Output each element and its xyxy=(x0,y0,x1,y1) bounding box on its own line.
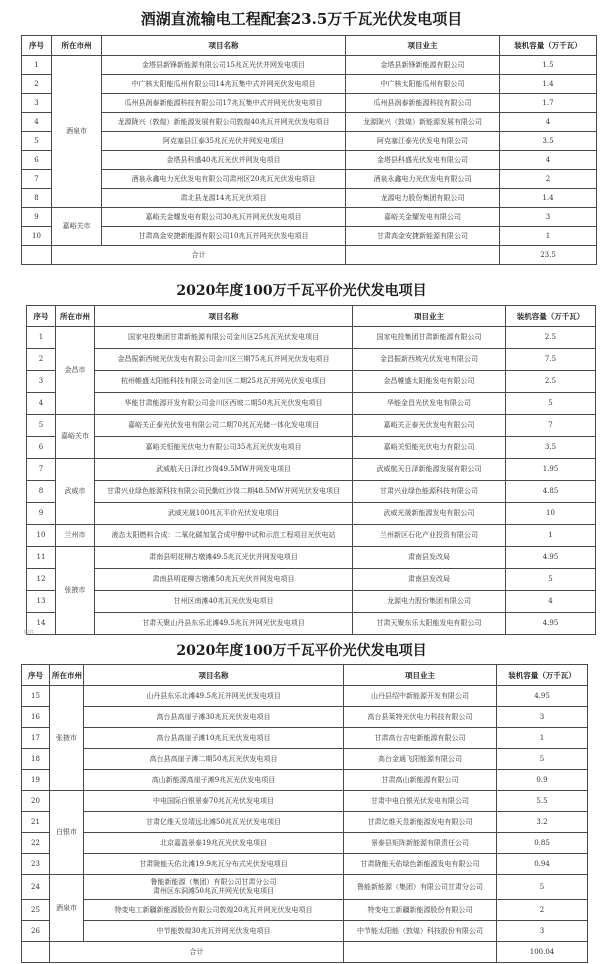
cell-owner: 酒泉永鑫电力光伏发电有限公司 xyxy=(346,170,500,189)
cell-seq: 5 xyxy=(22,132,52,151)
cell-project-name: 嘉峪关正泰光伏发电有限公司二期70兆瓦光储一体化发电项目 xyxy=(95,415,353,437)
table-row xyxy=(27,569,596,591)
header-name: 项目名称 xyxy=(95,306,353,327)
cell-project-name: 嘉峪关恒能光伏电力有限公司35兆瓦光伏发电项目 xyxy=(95,437,353,459)
cell-project-name: 酒泉永鑫电力光伏发电有限公司肃州区20兆瓦光伏发电项目 xyxy=(102,170,346,189)
cell-project-name: 华能甘肃能源开发有限公司金川区西坡二期50兆瓦光伏发电项目 xyxy=(95,393,353,415)
cell-owner: 肃南县发改局 xyxy=(353,547,506,569)
cell-capacity: 4.95 xyxy=(506,547,596,569)
cell-capacity: 1.4 xyxy=(500,189,597,208)
cell-project-name: 中电国际白银景泰70兆瓦光伏发电项目 xyxy=(84,791,344,812)
cell-project-name: 嘉峪关金耀发电有限公司30兆瓦并网光伏发电项目 xyxy=(102,208,346,227)
cell-seq: 1 xyxy=(27,327,56,349)
table-row xyxy=(22,900,588,921)
cell-project-name: 武威光晟100兆瓦平价光伏发电项目 xyxy=(95,503,353,525)
cell-owner: 阿克塞江泰光伏发电有限公司 xyxy=(346,132,500,151)
table-row xyxy=(22,728,588,749)
cell-seq: 2 xyxy=(22,75,52,94)
cell-owner: 金塔县新锋新能源有限公司 xyxy=(346,56,500,75)
cell-capacity: 3 xyxy=(497,707,588,728)
table-row xyxy=(22,94,597,113)
cell-owner: 龙源陇兴（敦煌）新能源发展有限公司 xyxy=(346,113,500,132)
header-city: 所在市州 xyxy=(56,306,95,327)
cell-seq: 9 xyxy=(22,208,52,227)
cell-seq: 7 xyxy=(22,170,52,189)
cell-project-name: 甘肃亿维天昱靖远北滩50兆瓦光伏发电项目 xyxy=(84,812,344,833)
cell-seq: 8 xyxy=(22,189,52,208)
table2-title: 2020年度100万千瓦平价光伏发电项目 xyxy=(176,283,427,299)
cell-capacity: 1.4 xyxy=(500,75,597,94)
cell-project-name: 龙源陇兴（敦煌）新能源发展有限公司敦煌40兆瓦并网光伏发电项目 xyxy=(102,113,346,132)
cell-project-name: 肃南县明花柳古墩滩50兆瓦光伏并网发电项目 xyxy=(95,569,353,591)
cell-capacity: 10 xyxy=(506,503,596,525)
cell-project-name: 甘肃天聚山丹县东乐北滩49.5兆瓦并网光伏发电项目 xyxy=(95,613,353,635)
cell-capacity: 2.5 xyxy=(506,371,596,393)
table-row xyxy=(22,75,597,94)
cell-capacity: 0.9 xyxy=(497,770,588,791)
cell-capacity: 4.95 xyxy=(506,613,596,635)
cell-project-name: 甘州区南滩40兆瓦光伏发电项目 xyxy=(95,591,353,613)
cell-capacity: 4 xyxy=(506,591,596,613)
cell-seq: 3 xyxy=(22,94,52,113)
total-label: 合计 xyxy=(50,942,344,963)
cell-owner: 武威光晟新能源发电有限公司 xyxy=(353,503,506,525)
cell-capacity: 5 xyxy=(497,875,588,900)
header-capacity: 装机容量（万千瓦） xyxy=(506,306,596,327)
cell-capacity: 1 xyxy=(506,525,596,547)
cell-owner: 高台金通飞阳能源有限公司 xyxy=(344,749,497,770)
table-row xyxy=(27,415,596,437)
cell-capacity: 0.94 xyxy=(497,854,588,875)
header-name: 项目名称 xyxy=(84,665,344,686)
cell-city: 兰州市 xyxy=(56,525,95,547)
cell-seq: 6 xyxy=(27,437,56,459)
cell-owner: 龙源电力股份集团有限公司 xyxy=(346,189,500,208)
cell-blank xyxy=(22,942,50,963)
cell-seq: 2 xyxy=(27,349,56,371)
cell-project-name: 甘肃兴业绿色能源科技有限公司民勤红沙岗二期48.5MW并网光伏发电项目 xyxy=(95,481,353,503)
cell-capacity: 3 xyxy=(497,921,588,942)
table-row xyxy=(27,503,596,525)
cell-seq: 11 xyxy=(27,547,56,569)
cell-capacity: 5 xyxy=(506,569,596,591)
table-row xyxy=(22,113,597,132)
table-row xyxy=(27,437,596,459)
cell-project-name: 山丹县东乐北滩49.5兆瓦并网光伏发电项目 xyxy=(84,686,344,707)
cell-seq: 1 xyxy=(22,56,52,75)
cell-capacity: 7.5 xyxy=(506,349,596,371)
table-row xyxy=(27,591,596,613)
cell-owner: 武威航天日泽新能源发展有限公司 xyxy=(353,459,506,481)
table-row xyxy=(22,707,588,728)
cell-capacity: 2 xyxy=(497,900,588,921)
cell-project-name: 国家电投集团甘肃新能源有限公司金川区25兆瓦光伏发电项目 xyxy=(95,327,353,349)
cell-capacity: 1 xyxy=(497,728,588,749)
cell-capacity: 7 xyxy=(506,415,596,437)
cell-seq: 17 xyxy=(22,728,50,749)
cell-capacity: 4 xyxy=(500,151,597,170)
cell-owner: 肃南县发改局 xyxy=(353,569,506,591)
cell-project-name: 甘肃高金安捷新能源有限公司10兆瓦并网光伏发电项目 xyxy=(102,227,346,246)
cell-owner: 特变电工新疆新能源股份有限公司 xyxy=(344,900,497,921)
page-mark: 附件 xyxy=(24,630,35,636)
cell-owner: 高台县莱特光伏电力科技有限公司 xyxy=(344,707,497,728)
cell-seq: 4 xyxy=(22,113,52,132)
cell-project-name: 甘肃陇能天佑北滩19.9兆瓦分布式光伏发电项目 xyxy=(84,854,344,875)
header-city: 所在市州 xyxy=(52,36,102,56)
cell-capacity: 0.85 xyxy=(497,833,588,854)
cell-blank xyxy=(344,942,497,963)
cell-project-name: 阿克塞县江泰35兆瓦光伏并网发电项目 xyxy=(102,132,346,151)
cell-project-name: 金塔县科盛40兆瓦光伏并网发电项目 xyxy=(102,151,346,170)
cell-owner: 金塔县科盛光伏发电有限公司 xyxy=(346,151,500,170)
table-row xyxy=(22,170,597,189)
cell-seq: 16 xyxy=(22,707,50,728)
cell-owner: 甘肃中电白银光伏发电有限公司 xyxy=(344,791,497,812)
table-row xyxy=(22,921,588,942)
table-row xyxy=(22,56,597,75)
cell-capacity: 4.95 xyxy=(497,686,588,707)
cell-owner: 嘉峪关恒能光伏电力有限公司 xyxy=(353,437,506,459)
header-owner: 项目业主 xyxy=(344,665,497,686)
cell-capacity: 1.5 xyxy=(500,56,597,75)
cell-owner: 金昌振新西坡光伏发电有限公司 xyxy=(353,349,506,371)
cell-owner: 甘肃兴业绿色能源科技有限公司 xyxy=(353,481,506,503)
table-row xyxy=(27,481,596,503)
header-owner: 项目业主 xyxy=(346,36,500,56)
cell-project-name: 杭州帷盛太阳能科技有限公司金川区二期25兆瓦并网光伏发电项目 xyxy=(95,371,353,393)
cell-owner: 甘肃高台吉电新能源有限公司 xyxy=(344,728,497,749)
cell-owner: 甘肃亿维天昱新能源发电有限公司 xyxy=(344,812,497,833)
cell-seq: 19 xyxy=(22,770,50,791)
cell-seq: 25 xyxy=(22,900,50,921)
table-row xyxy=(22,132,597,151)
total-row xyxy=(22,942,588,963)
table-row xyxy=(22,749,588,770)
table-row xyxy=(27,547,596,569)
table-row xyxy=(22,833,588,854)
table-row xyxy=(22,686,588,707)
cell-project-name: 肃北县龙源14兆瓦光伏项目 xyxy=(102,189,346,208)
cell-seq: 10 xyxy=(27,525,56,547)
cell-capacity: 1.95 xyxy=(506,459,596,481)
cell-seq: 14 xyxy=(27,613,56,635)
cell-city: 金昌市 xyxy=(56,327,95,415)
cell-capacity: 5 xyxy=(497,749,588,770)
cell-seq: 3 xyxy=(27,371,56,393)
cell-capacity: 5.5 xyxy=(497,791,588,812)
cell-project-name: 中广核太阳能瓜州有限公司14兆瓦集中式并网光伏发电项目 xyxy=(102,75,346,94)
cell-project-name: 金昌振新西坡光伏发电有限公司金川区三期75兆瓦并网光伏发电项目 xyxy=(95,349,353,371)
cell-owner: 瓜州县润泰新能源科技有限公司 xyxy=(346,94,500,113)
table-row xyxy=(27,525,596,547)
table-row xyxy=(22,189,597,208)
cell-blank xyxy=(346,246,500,265)
cell-seq: 4 xyxy=(27,393,56,415)
table-row xyxy=(27,349,596,371)
table3 xyxy=(21,664,588,963)
cell-city: 酒泉市 xyxy=(50,875,84,942)
table-row xyxy=(22,208,597,227)
cell-project-name: 特变电工新疆新能源股份有限公司敦煌20兆瓦并网光伏发电项目 xyxy=(84,900,344,921)
cell-seq: 8 xyxy=(27,481,56,503)
cell-capacity: 5 xyxy=(506,393,596,415)
cell-city: 嘉峪关市 xyxy=(52,208,102,246)
cell-project-name: 金塔县新锋新能源有限公司15兆瓦光伏并网发电项目 xyxy=(102,56,346,75)
header-name: 项目名称 xyxy=(102,36,346,56)
cell-capacity: 2.5 xyxy=(506,327,596,349)
cell-project-name: 瓜州县润泰新能源科技有限公司17兆瓦集中式并网光伏发电项目 xyxy=(102,94,346,113)
cell-capacity: 1 xyxy=(500,227,597,246)
cell-project-name: 高台县高崖子滩二期50兆瓦光伏发电项目 xyxy=(84,749,344,770)
cell-owner: 鲁能新能源（集团）有限公司甘肃分公司 xyxy=(344,875,497,900)
cell-seq: 22 xyxy=(22,833,50,854)
cell-seq: 15 xyxy=(22,686,50,707)
cell-seq: 6 xyxy=(22,151,52,170)
cell-city: 嘉峪关市 xyxy=(56,415,95,459)
total-value: 100.04 xyxy=(497,942,588,963)
table3-title: 2020年度100万千瓦平价光伏发电项目 xyxy=(176,643,427,659)
table-row xyxy=(27,459,596,481)
table2 xyxy=(26,305,596,635)
cell-project-name: 液态太阳燃料合成：二氧化碳加氢合成甲醇中试和示范工程项目光伏电站 xyxy=(95,525,353,547)
cell-blank xyxy=(22,246,52,265)
cell-seq: 5 xyxy=(27,415,56,437)
cell-city: 武威市 xyxy=(56,459,95,525)
cell-project-name: 武威航天日泽红沙岗49.5MW并网发电项目 xyxy=(95,459,353,481)
cell-owner: 甘肃高金安捷新能源有限公司 xyxy=(346,227,500,246)
cell-owner: 中广核太阳能瓜州有限公司 xyxy=(346,75,500,94)
cell-city: 酒泉市 xyxy=(52,56,102,208)
cell-capacity: 4.85 xyxy=(506,481,596,503)
cell-project-name: 鲁能新能源（集团）有限公司甘肃分公司 肃州区东洞滩50兆瓦并网光伏发电项目 xyxy=(84,875,344,900)
cell-capacity: 3 xyxy=(500,208,597,227)
header-owner: 项目业主 xyxy=(353,306,506,327)
header-seq: 序号 xyxy=(27,306,56,327)
cell-owner: 华能金昌光伏发电有限公司 xyxy=(353,393,506,415)
table-row xyxy=(22,812,588,833)
header-capacity: 装机容量（万千瓦） xyxy=(500,36,597,56)
table1-title: 酒湖直流输电工程配套23.5万千瓦光伏发电项目 xyxy=(140,10,463,28)
cell-seq: 18 xyxy=(22,749,50,770)
table-row xyxy=(22,227,597,246)
cell-city: 张掖市 xyxy=(50,686,84,791)
table-row xyxy=(22,151,597,170)
table-row xyxy=(22,770,588,791)
cell-project-name: 中节能敦煌30兆瓦并网光伏发电项目 xyxy=(84,921,344,942)
cell-project-name: 高台县高崖子滩10兆瓦光伏发电项目 xyxy=(84,728,344,749)
cell-owner: 甘肃天聚东乐太阳能发电有限公司 xyxy=(353,613,506,635)
table-row xyxy=(27,371,596,393)
table-row xyxy=(27,393,596,415)
cell-seq: 13 xyxy=(27,591,56,613)
cell-capacity: 1.7 xyxy=(500,94,597,113)
cell-owner: 国家电投集团甘肃新能源有限公司 xyxy=(353,327,506,349)
total-value: 23.5 xyxy=(500,246,597,265)
cell-capacity: 3.5 xyxy=(506,437,596,459)
cell-seq: 7 xyxy=(27,459,56,481)
cell-owner: 嘉峪关金耀发电有限公司 xyxy=(346,208,500,227)
cell-city: 张掖市 xyxy=(56,547,95,635)
header-capacity: 装机容量（万千瓦） xyxy=(497,665,588,686)
cell-seq: 21 xyxy=(22,812,50,833)
table-row xyxy=(27,327,596,349)
cell-owner: 山丹县绍中新能源开发有限公司 xyxy=(344,686,497,707)
cell-seq: 23 xyxy=(22,854,50,875)
cell-project-name: 北京嘉盈景泰19兆瓦光伏发电项目 xyxy=(84,833,344,854)
cell-seq: 9 xyxy=(27,503,56,525)
cell-capacity: 2 xyxy=(500,170,597,189)
cell-seq: 20 xyxy=(22,791,50,812)
cell-owner: 景泰县矩阵新能源有限责任公司 xyxy=(344,833,497,854)
cell-seq: 12 xyxy=(27,569,56,591)
cell-seq: 26 xyxy=(22,921,50,942)
cell-owner: 兰州新区石化产业投资有限公司 xyxy=(353,525,506,547)
cell-seq: 24 xyxy=(22,875,50,900)
cell-seq: 10 xyxy=(22,227,52,246)
table-row xyxy=(27,613,596,635)
total-row xyxy=(22,246,597,265)
cell-owner: 甘肃高山新能源有限公司 xyxy=(344,770,497,791)
cell-capacity: 3.2 xyxy=(497,812,588,833)
cell-project-name: 肃南县明花柳古墩滩49.5兆瓦光伏并网发电项目 xyxy=(95,547,353,569)
total-label: 合计 xyxy=(52,246,346,265)
cell-owner: 龙源电力股份集团有限公司 xyxy=(353,591,506,613)
table-row xyxy=(22,854,588,875)
header-seq: 序号 xyxy=(22,36,52,56)
cell-owner: 甘肃陇能天佑绿色新能源发电有限公司 xyxy=(344,854,497,875)
cell-project-name: 高台县高崖子滩30兆瓦光伏发电项目 xyxy=(84,707,344,728)
header-city: 所在市州 xyxy=(50,665,84,686)
cell-owner: 嘉峪关正泰光伏发电有限公司 xyxy=(353,415,506,437)
cell-capacity: 3.5 xyxy=(500,132,597,151)
cell-capacity: 4 xyxy=(500,113,597,132)
cell-project-name: 高山新能源高崖子滩9兆瓦光伏发电项目 xyxy=(84,770,344,791)
table-row xyxy=(22,791,588,812)
cell-city: 白银市 xyxy=(50,791,84,875)
cell-owner: 金昌帷盛太阳能发电有限公司 xyxy=(353,371,506,393)
table1 xyxy=(21,35,597,265)
header-seq: 序号 xyxy=(22,665,50,686)
cell-owner: 中节能太阳能（敦煌）科技股份有限公司 xyxy=(344,921,497,942)
table-row xyxy=(22,875,588,900)
